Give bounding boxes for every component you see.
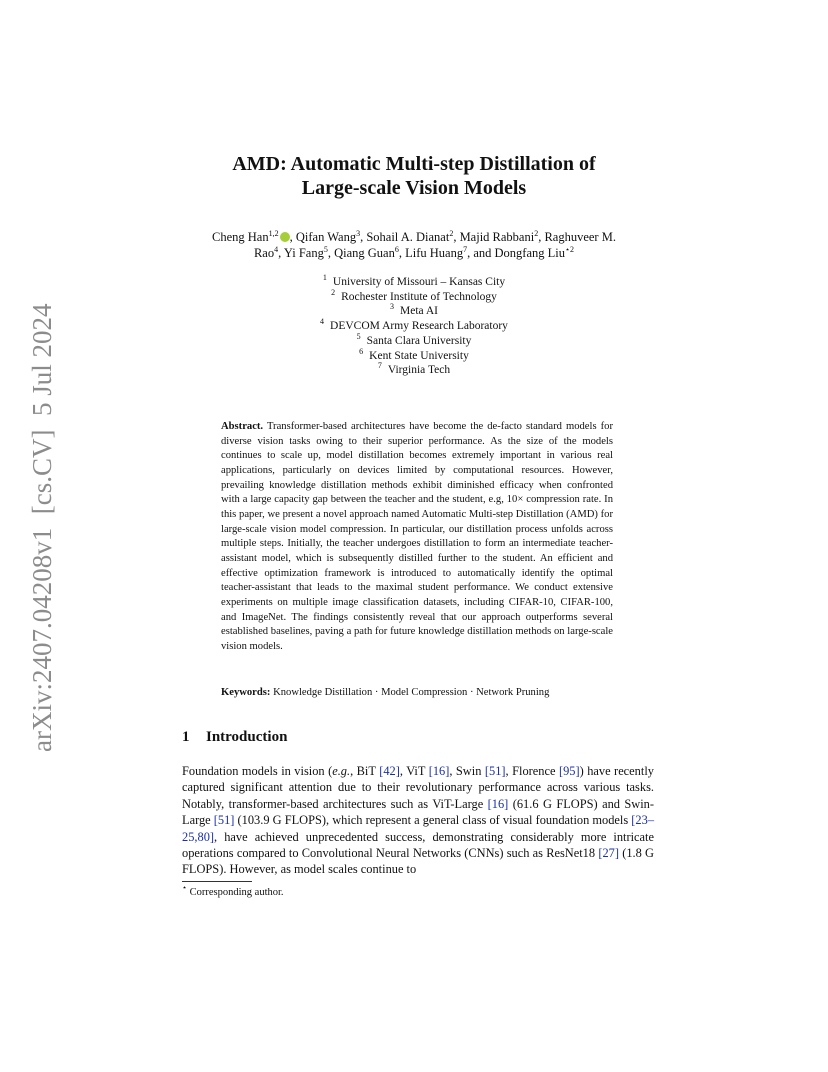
author-name: Qifan Wang bbox=[295, 230, 357, 244]
author-affil-mark: 3 bbox=[356, 229, 361, 238]
affiliation-mark: 2 bbox=[331, 287, 336, 297]
paper-title bbox=[150, 152, 678, 200]
footnote-text: Corresponding author. bbox=[189, 887, 284, 898]
author-separator: , bbox=[538, 230, 545, 244]
affiliation-mark: 1 bbox=[322, 273, 327, 282]
text-run: , ViT bbox=[399, 764, 429, 778]
author-affil-mark: 6 bbox=[394, 245, 399, 254]
section-title: Introduction bbox=[206, 729, 288, 745]
author-name: Qiang Guan bbox=[334, 246, 395, 260]
citation-link[interactable]: [16] bbox=[428, 764, 450, 778]
affiliation-name: Meta AI bbox=[399, 305, 438, 318]
affiliation-name: Kent State University bbox=[369, 349, 469, 362]
author-separator: , bbox=[398, 246, 406, 260]
text-run: , Florence bbox=[505, 764, 559, 778]
affiliation-item bbox=[150, 304, 678, 319]
author-name: Sohail A. Dianat bbox=[366, 230, 450, 244]
text-run: , BiT bbox=[350, 764, 380, 778]
author-separator: , bbox=[289, 230, 296, 244]
text-run: (61.6 G FLOPS) and Swin-Large bbox=[182, 796, 655, 828]
text-run: (103.9 G FLOPS), which represent a general class of visual foundation models bbox=[234, 813, 632, 828]
author-affil-mark: 2 bbox=[534, 229, 539, 238]
affiliation-mark: 5 bbox=[356, 331, 361, 341]
citation-link[interactable]: [23–25, bbox=[182, 813, 655, 844]
affiliation-mark: 4 bbox=[320, 317, 325, 327]
citation-link[interactable]: [51] bbox=[484, 764, 506, 778]
keywords-label: Keywords: bbox=[221, 687, 271, 698]
author-line-2 bbox=[150, 245, 678, 261]
affiliation-item bbox=[150, 319, 678, 334]
citation-link[interactable]: [42] bbox=[379, 764, 400, 778]
author-line-1 bbox=[150, 229, 678, 245]
author-separator: , bbox=[327, 246, 335, 260]
citation-link[interactable]: 80] bbox=[197, 829, 215, 844]
author-affil-mark: ⋆2 bbox=[565, 245, 575, 254]
author-name: Cheng Han bbox=[212, 230, 269, 244]
affiliation-item bbox=[150, 275, 678, 290]
affiliation-list bbox=[150, 275, 678, 378]
author-separator: , bbox=[278, 246, 284, 260]
footnote-mark: ⋆ bbox=[182, 883, 188, 892]
author-name: Lifu Huang bbox=[405, 246, 464, 260]
author-separator: , bbox=[360, 230, 367, 244]
citation-link[interactable]: [27] bbox=[598, 846, 619, 861]
author-separator: , bbox=[453, 230, 460, 244]
author-name: Dongfang Liu bbox=[494, 246, 565, 260]
author-affil-mark: 7 bbox=[463, 245, 468, 254]
affiliation-name: Santa Clara University bbox=[366, 334, 472, 347]
affiliation-name: Virginia Tech bbox=[387, 364, 451, 377]
author-affil-mark: 4 bbox=[274, 245, 279, 254]
arxiv-id-text: arXiv:2407.04208v1 [cs.CV] 5 Jul 2024 bbox=[27, 303, 57, 752]
footnote-rule bbox=[182, 881, 252, 882]
abstract bbox=[221, 420, 613, 655]
affiliation-name: DEVCOM Army Research Laboratory bbox=[330, 320, 508, 333]
text-run: ) have recently captured significant attention due to their revolutionary performance across various tasks. Notably, transformer-based architectures such as ViT-Large bbox=[182, 764, 654, 811]
section-number: 1 bbox=[182, 729, 190, 745]
affiliation-item bbox=[150, 331, 678, 349]
author-name-part-2: Rao bbox=[253, 246, 275, 260]
author-separator: , and bbox=[467, 246, 495, 260]
affiliation-name: Rochester Institute of Technology bbox=[341, 290, 497, 303]
orcid-icon[interactable] bbox=[280, 232, 290, 242]
author-name: Majid Rabbani bbox=[459, 230, 535, 244]
author-affil-mark: 5 bbox=[323, 245, 328, 254]
keywords-text: Knowledge Distillation · Model Compression · Network Pruning bbox=[273, 687, 550, 698]
author-affil-mark: 1,2 bbox=[268, 229, 279, 238]
affiliation-item bbox=[150, 287, 678, 305]
affiliation-mark: 7 bbox=[377, 361, 382, 371]
text-run-italic: e.g. bbox=[332, 764, 351, 778]
citation-link[interactable]: [16] bbox=[487, 796, 509, 811]
title-line-2: Large-scale Vision Models bbox=[301, 177, 527, 199]
intro-paragraph bbox=[182, 763, 654, 878]
title-line-1: AMD: Automatic Multi-step Distillation of bbox=[232, 153, 596, 175]
text-run: , have achieved unprecedented success, demonstrating considerably more intricate operations compared to Convolutional Neural Networks (CNNs) such as ResNet18 bbox=[182, 829, 654, 861]
text-run: , Swin bbox=[449, 764, 485, 778]
citation-link[interactable]: [95] bbox=[558, 764, 580, 778]
affiliation-item bbox=[150, 363, 678, 378]
affiliation-item bbox=[150, 346, 678, 364]
abstract-label: Abstract. bbox=[221, 421, 264, 432]
author-list bbox=[150, 229, 678, 261]
author-affil-mark: 2 bbox=[449, 229, 454, 238]
author-name-part-1: Raghuveer M. bbox=[544, 230, 616, 244]
affiliation-name: University of Missouri – Kansas City bbox=[332, 276, 506, 288]
affiliation-mark: 6 bbox=[359, 346, 364, 356]
section-heading bbox=[182, 729, 287, 746]
abstract-text: Transformer-based architectures have become the de-facto standard models for diverse vision tasks owing to their superior performance. As the size of the models continues to scale up, model distillation becomes extremely important in various real applications, particularly on devices limited by computational resources. However, prevailing knowledge distillation methods exhibit diminished efficacy when confronted with a large capacity gap between the teacher and the student, e.g, 10× compression rate. In this paper, we present a novel approach named Automatic Multi-step Distillation (AMD) for large-scale vision model compression. In particular, our distillation process unfolds across multiple steps. Initially, the teacher undergoes distillation to form an intermediate teacher-assistant model, which is subsequently distilled further to the student. An efficient and effective optimization framework is introduced to automatically identify the optimal teacher-assistant that leads to the maximal student performance. We conduct extensive experiments on multiple image classification datasets, including CIFAR-10, CIFAR-100, and ImageNet. The findings consistently reveal that our approach outperforms several established baselines, paving a path for future knowledge distillation methods on large-scale vision models. bbox=[221, 421, 613, 652]
arxiv-identifier-stamp bbox=[20, 300, 60, 760]
text-run: Foundation models in vision ( bbox=[182, 764, 333, 778]
citation-link[interactable]: [51] bbox=[213, 813, 235, 828]
keywords bbox=[221, 686, 613, 700]
author-name: Yi Fang bbox=[283, 246, 324, 260]
text-run: (1.8 G FLOPS). However, as model scales continue to bbox=[182, 846, 654, 877]
affiliation-mark: 3 bbox=[389, 302, 394, 312]
footnote bbox=[182, 883, 284, 899]
